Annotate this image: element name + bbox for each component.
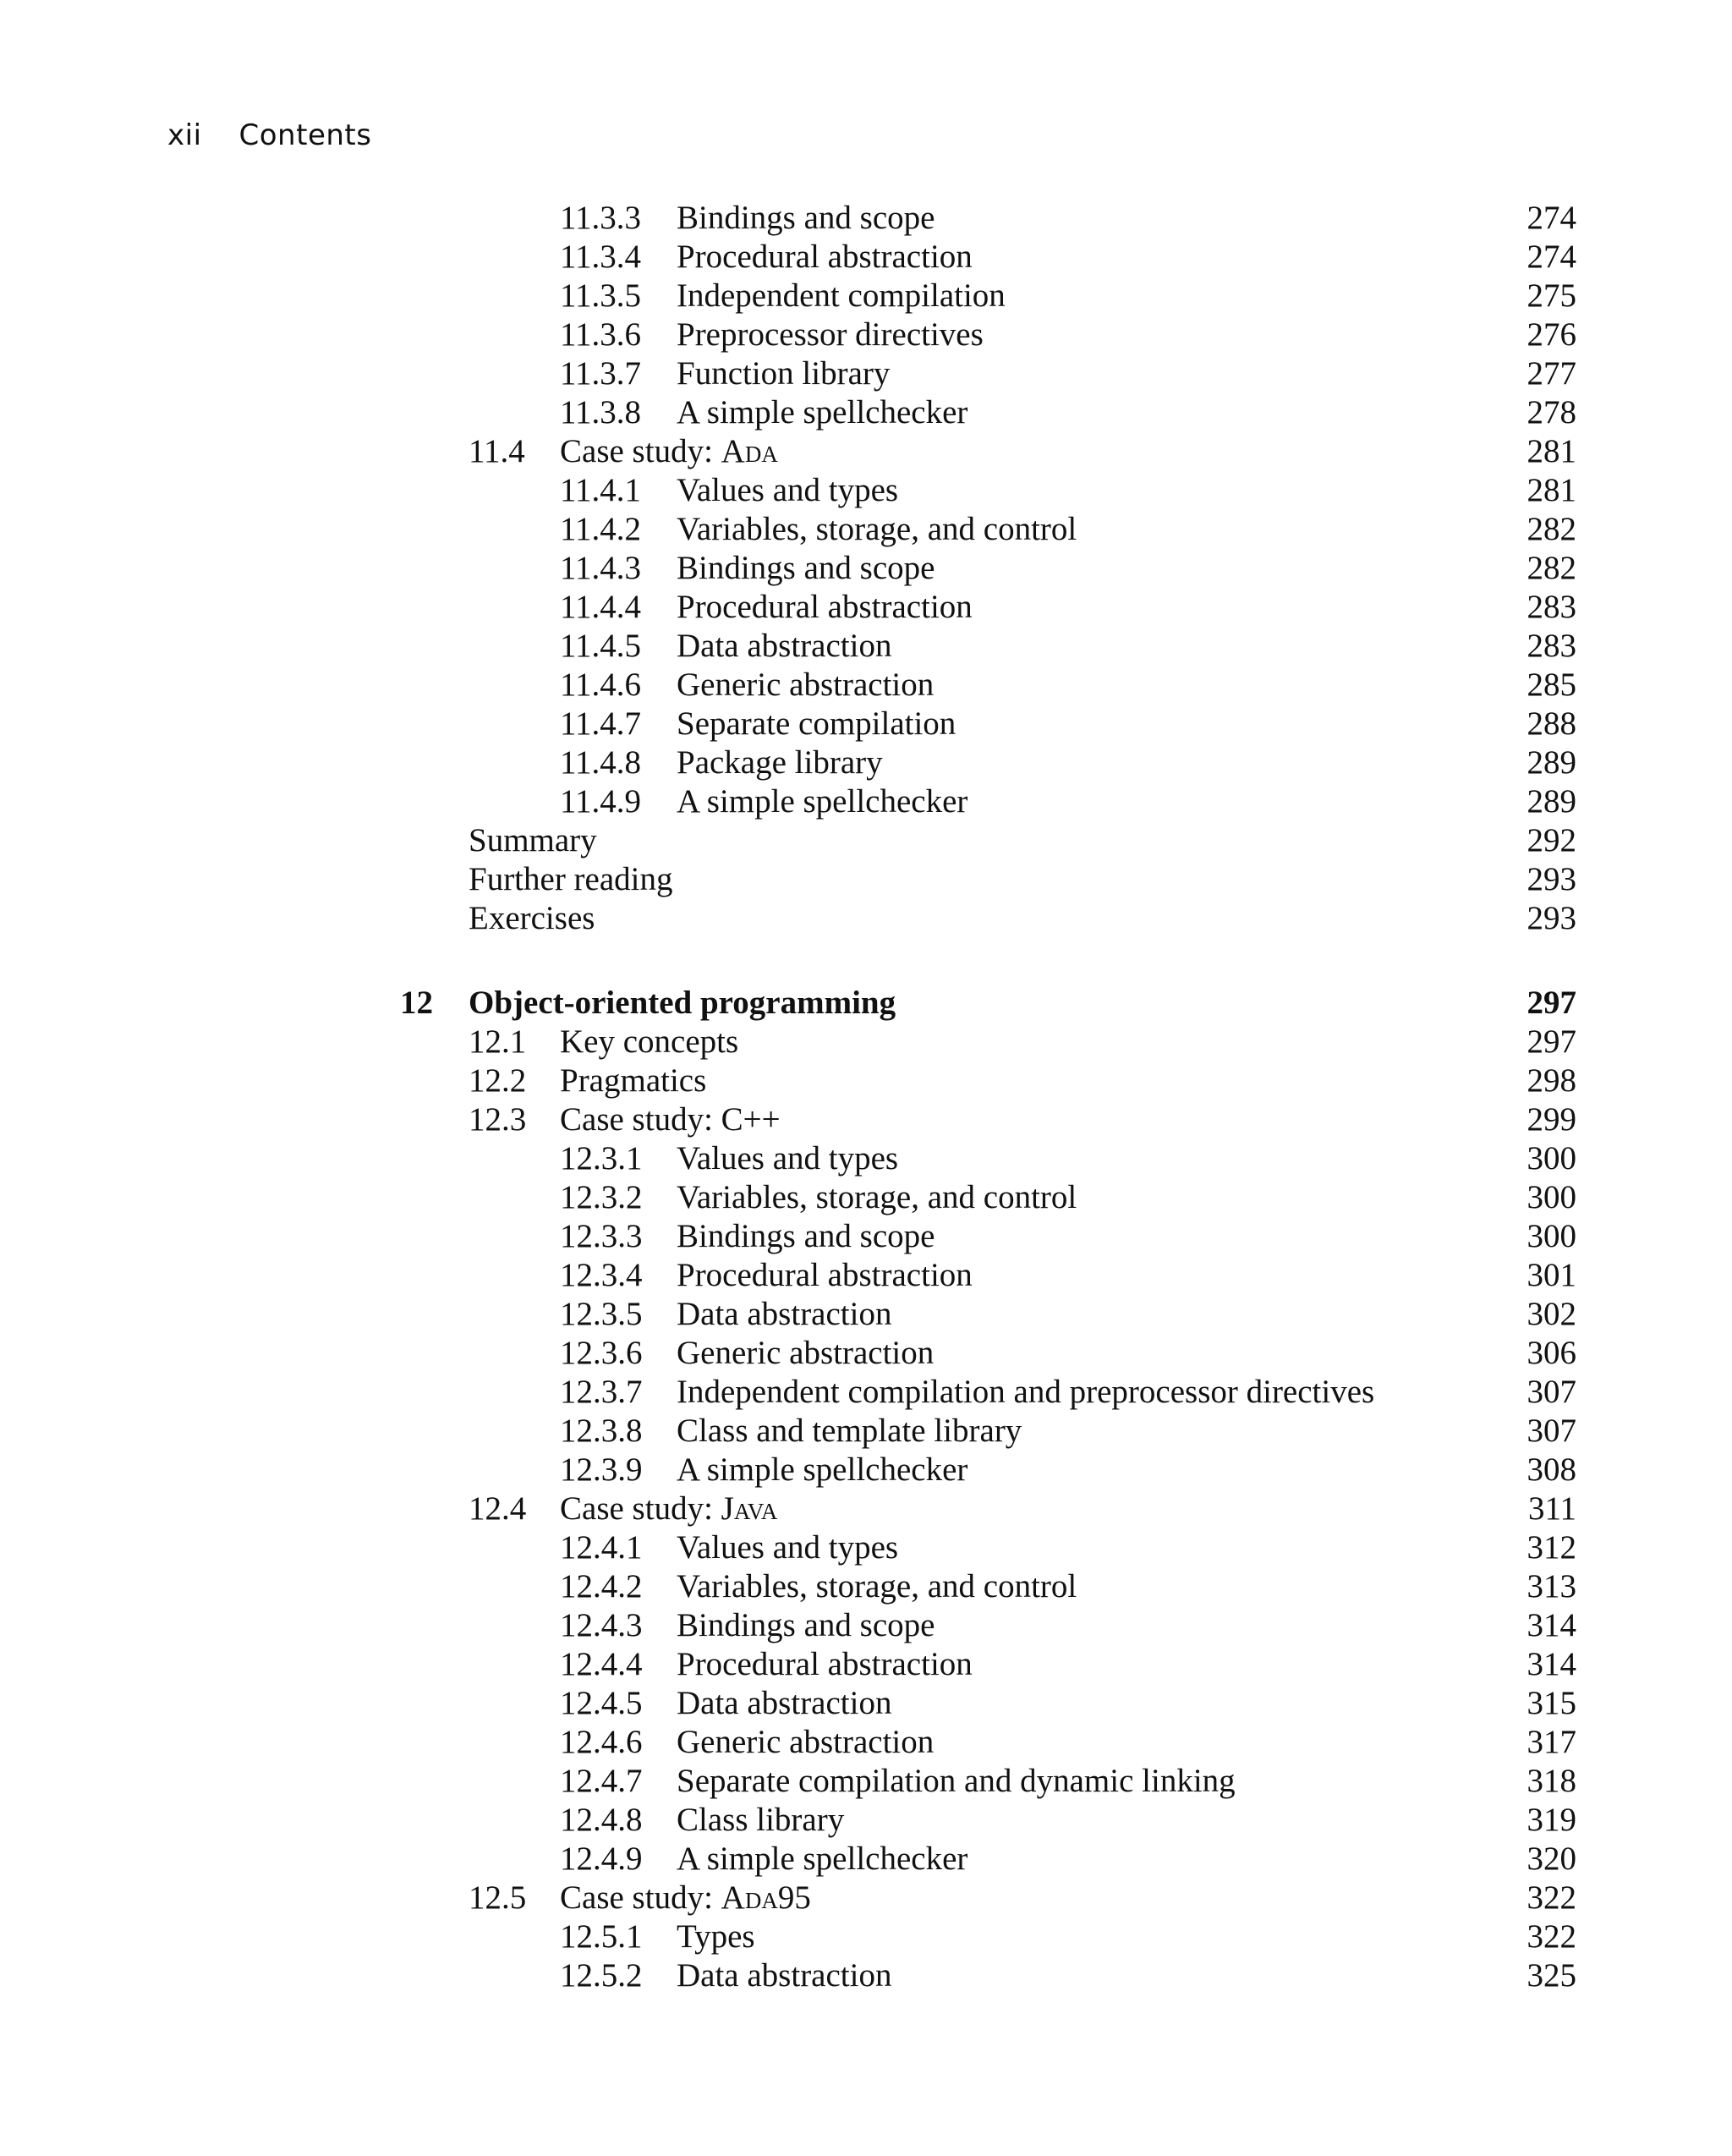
entry-number: 12.2: [469, 1062, 527, 1099]
toc-entry: [0, 782, 1732, 821]
toc-entry: [0, 899, 1732, 938]
entry-title: Bindings and scope: [677, 1218, 935, 1254]
entry-title: Procedural abstraction: [677, 1257, 973, 1293]
entry-title: Class and template library: [677, 1413, 1022, 1449]
page-number: 307: [1526, 1374, 1576, 1410]
entry-number: 12.4.4: [560, 1646, 643, 1682]
entry-title: Procedural abstraction: [677, 239, 973, 275]
entry-title: Procedural abstraction: [677, 589, 973, 625]
entry-number: 11.4.6: [560, 667, 642, 703]
chapter-gap: [0, 938, 1732, 984]
toc-entry: [0, 549, 1732, 588]
toc-entry: [0, 1645, 1732, 1684]
entry-number: 12.4.7: [560, 1763, 643, 1799]
toc-entry: [0, 860, 1732, 899]
toc-entry: [0, 588, 1732, 627]
entry-title: Bindings and scope: [677, 200, 935, 236]
entry-title: Independent compilation and preprocessor directives: [677, 1374, 1375, 1410]
toc-section-11-4: [0, 432, 1732, 471]
page-number: 293: [1526, 861, 1576, 897]
entry-title: A simple spellchecker: [677, 1451, 968, 1488]
entry-title: Pragmatics: [560, 1062, 707, 1099]
page-folio: xii: [167, 118, 202, 152]
entry-number: 11.4.1: [560, 472, 642, 508]
entry-number: 12.4.2: [560, 1568, 643, 1605]
toc-entry: [0, 666, 1732, 705]
toc-section-12-4: [0, 1489, 1732, 1528]
entry-number: 12.3.5: [560, 1296, 643, 1332]
page-number: 313: [1526, 1568, 1576, 1605]
toc-entry: [0, 393, 1732, 432]
entry-number: 12.4.9: [560, 1841, 643, 1877]
toc-entry: [0, 471, 1732, 510]
entry-title: Key concepts: [560, 1023, 739, 1060]
entry-title: Procedural abstraction: [677, 1646, 973, 1682]
toc-entry: [0, 1451, 1732, 1489]
entry-number: 11.3.5: [560, 277, 642, 314]
toc-entry: [0, 1762, 1732, 1801]
entry-title: Further reading: [469, 861, 673, 897]
toc-entry: [0, 1956, 1732, 1995]
entry-title: Summary: [469, 822, 597, 859]
entry-number: 11.3.7: [560, 355, 642, 392]
entry-title: Variables, storage, and control: [677, 1568, 1077, 1605]
toc-entry: [0, 1256, 1732, 1295]
entry-title: Variables, storage, and control: [677, 511, 1077, 547]
toc-entry: [0, 1100, 1732, 1139]
entry-title: A simple spellchecker: [677, 394, 968, 431]
entry-title: Data abstraction: [677, 1296, 892, 1332]
entry-number: 12.3.1: [560, 1140, 643, 1177]
toc-entry: [0, 510, 1732, 549]
running-head: [167, 118, 371, 152]
entry-number: 12.4.6: [560, 1724, 643, 1760]
toc-entry: [0, 1334, 1732, 1373]
page-number: 300: [1526, 1218, 1576, 1254]
toc-entry: [0, 1373, 1732, 1412]
chapter-number: 12: [400, 985, 433, 1021]
table-of-contents: [0, 199, 1732, 1995]
toc-entry: [0, 1178, 1732, 1217]
entry-title: A simple spellchecker: [677, 783, 968, 820]
page-number: 283: [1526, 628, 1576, 664]
entry-title: Package library: [677, 744, 883, 781]
page-number: 318: [1526, 1763, 1576, 1799]
entry-title: Types: [677, 1918, 755, 1955]
entry-title: Separate compilation and dynamic linking: [677, 1763, 1236, 1799]
page-number: 302: [1526, 1296, 1576, 1332]
entry-number: 12.1: [469, 1023, 527, 1060]
entry-title: Generic abstraction: [677, 667, 935, 703]
entry-title: Preprocessor directives: [677, 316, 984, 353]
page-number: 289: [1526, 783, 1576, 820]
entry-number: 11.4.3: [560, 550, 642, 586]
toc-group-11-end-matter: [0, 821, 1732, 938]
toc-entry: [0, 1412, 1732, 1451]
page-number: 300: [1526, 1179, 1576, 1215]
entry-number: 12.3.4: [560, 1257, 643, 1293]
entry-number: 11.4.2: [560, 511, 642, 547]
running-head-title: Contents: [238, 118, 372, 152]
entry-number: 11.3.3: [560, 200, 642, 236]
entry-title: Separate compilation: [677, 705, 956, 742]
page-number: 274: [1526, 200, 1576, 236]
page-number: 274: [1526, 239, 1576, 275]
entry-title: Function library: [677, 355, 891, 392]
toc-entry: [0, 315, 1732, 354]
toc-entry: [0, 1139, 1732, 1178]
page-number: 299: [1526, 1101, 1576, 1138]
toc-entry: [0, 1801, 1732, 1840]
page-number: 325: [1526, 1957, 1576, 1994]
entry-number: 11.3.4: [560, 239, 642, 275]
entry-title: Bindings and scope: [677, 1607, 935, 1643]
toc-group-12-3: [0, 1139, 1732, 1489]
section-title: Case study: Ada95: [560, 1879, 811, 1916]
section-number: 12.4: [469, 1490, 527, 1527]
toc-entry: [0, 1567, 1732, 1606]
toc-entry: [0, 1606, 1732, 1645]
page-number: 293: [1526, 900, 1576, 936]
entry-number: 12.4.3: [560, 1607, 643, 1643]
entry-title: Values and types: [677, 1140, 899, 1177]
entry-number: 11.4.8: [560, 744, 642, 781]
page-number: 276: [1526, 316, 1576, 353]
entry-number: 12.3.3: [560, 1218, 643, 1254]
page-number: 300: [1526, 1140, 1576, 1177]
section-number: 11.4: [469, 433, 525, 469]
page-number: 277: [1526, 355, 1576, 392]
page-number: 320: [1526, 1841, 1576, 1877]
toc-entry: [0, 1062, 1732, 1100]
page-number: 322: [1526, 1918, 1576, 1955]
page-number: 297: [1526, 1023, 1576, 1060]
entry-number: 12.4.1: [560, 1529, 643, 1566]
toc-entry: [0, 1684, 1732, 1723]
toc-entry: [0, 354, 1732, 393]
toc-entry: [0, 277, 1732, 315]
entry-title: Case study: C++: [560, 1101, 781, 1138]
page-number: 278: [1526, 394, 1576, 431]
page-number: 317: [1526, 1724, 1576, 1760]
page-number: 298: [1526, 1062, 1576, 1099]
entry-number: 11.4.4: [560, 589, 642, 625]
entry-number: 12.3.2: [560, 1179, 643, 1215]
page-number: 289: [1526, 744, 1576, 781]
entry-title: Generic abstraction: [677, 1724, 935, 1760]
page-number: 312: [1526, 1529, 1576, 1566]
entry-number: 12.4.8: [560, 1802, 643, 1838]
entry-number: 12.3.9: [560, 1451, 643, 1488]
page-number: 275: [1526, 277, 1576, 314]
page-number: 292: [1526, 822, 1576, 859]
entry-title: Data abstraction: [677, 1685, 892, 1721]
toc-chapter-12: [0, 984, 1732, 1023]
entry-number: 11.4.5: [560, 628, 642, 664]
page-number: 297: [1526, 985, 1576, 1021]
entry-title: Variables, storage, and control: [677, 1179, 1077, 1215]
page-number: 301: [1526, 1257, 1576, 1293]
page-number: 307: [1526, 1413, 1576, 1449]
entry-number: 12.4.5: [560, 1685, 643, 1721]
entry-title: Values and types: [677, 472, 899, 508]
toc-entry: [0, 238, 1732, 277]
toc-entry: [0, 1295, 1732, 1334]
entry-title: Bindings and scope: [677, 550, 935, 586]
entry-number: 11.4.9: [560, 783, 642, 820]
page-number: 311: [1527, 1490, 1576, 1527]
toc-group-12-5: [0, 1917, 1732, 1995]
page-number: 283: [1526, 589, 1576, 625]
page-number: 308: [1526, 1451, 1576, 1488]
entry-title: Independent compilation: [677, 277, 1006, 314]
page-number: 314: [1526, 1607, 1576, 1643]
page-number: 281: [1526, 433, 1576, 469]
toc-entry: [0, 1917, 1732, 1956]
toc-entry: [0, 743, 1732, 782]
entry-number: 12.3.7: [560, 1374, 643, 1410]
toc-group-12-4: [0, 1528, 1732, 1879]
page-number: 281: [1526, 472, 1576, 508]
entry-title: Data abstraction: [677, 1957, 892, 1994]
toc-entry: [0, 1023, 1732, 1062]
toc-entry: [0, 1217, 1732, 1256]
entry-title: Generic abstraction: [677, 1335, 935, 1371]
entry-number: 12.5.2: [560, 1957, 643, 1994]
entry-number: 12.5.1: [560, 1918, 643, 1955]
entry-title: Class library: [677, 1802, 845, 1838]
toc-entry: [0, 705, 1732, 743]
entry-title: Data abstraction: [677, 628, 892, 664]
entry-number: 12.3.8: [560, 1413, 643, 1449]
entry-number: 12.3: [469, 1101, 527, 1138]
toc-entry: [0, 1840, 1732, 1879]
section-number: 12.5: [469, 1879, 527, 1916]
page-number: 282: [1526, 511, 1576, 547]
section-title: Case study: Java: [560, 1490, 778, 1527]
page-number: 306: [1526, 1335, 1576, 1371]
entry-number: 12.3.6: [560, 1335, 643, 1371]
toc-entry: [0, 1723, 1732, 1762]
section-title: Case study: Ada: [560, 433, 778, 469]
entry-title: A simple spellchecker: [677, 1841, 968, 1877]
entry-title: Values and types: [677, 1529, 899, 1566]
entry-number: 11.3.6: [560, 316, 642, 353]
page-number: 319: [1526, 1802, 1576, 1838]
toc-group-11-4: [0, 471, 1732, 821]
toc-section-12-5: [0, 1879, 1732, 1917]
entry-number: 11.3.8: [560, 394, 642, 431]
page-number: 285: [1526, 667, 1576, 703]
toc-group-12-sections: [0, 1023, 1732, 1139]
toc-group-11-3-continued: [0, 199, 1732, 432]
page-number: 315: [1526, 1685, 1576, 1721]
toc-entry: [0, 821, 1732, 860]
toc-entry: [0, 199, 1732, 238]
page-number: 282: [1526, 550, 1576, 586]
page-number: 314: [1526, 1646, 1576, 1682]
chapter-title: Object-oriented programming: [469, 985, 896, 1021]
page-number: 322: [1526, 1879, 1576, 1916]
entry-title: Exercises: [469, 900, 595, 936]
entry-number: 11.4.7: [560, 705, 642, 742]
page-number: 288: [1526, 705, 1576, 742]
toc-entry: [0, 627, 1732, 666]
toc-entry: [0, 1528, 1732, 1567]
